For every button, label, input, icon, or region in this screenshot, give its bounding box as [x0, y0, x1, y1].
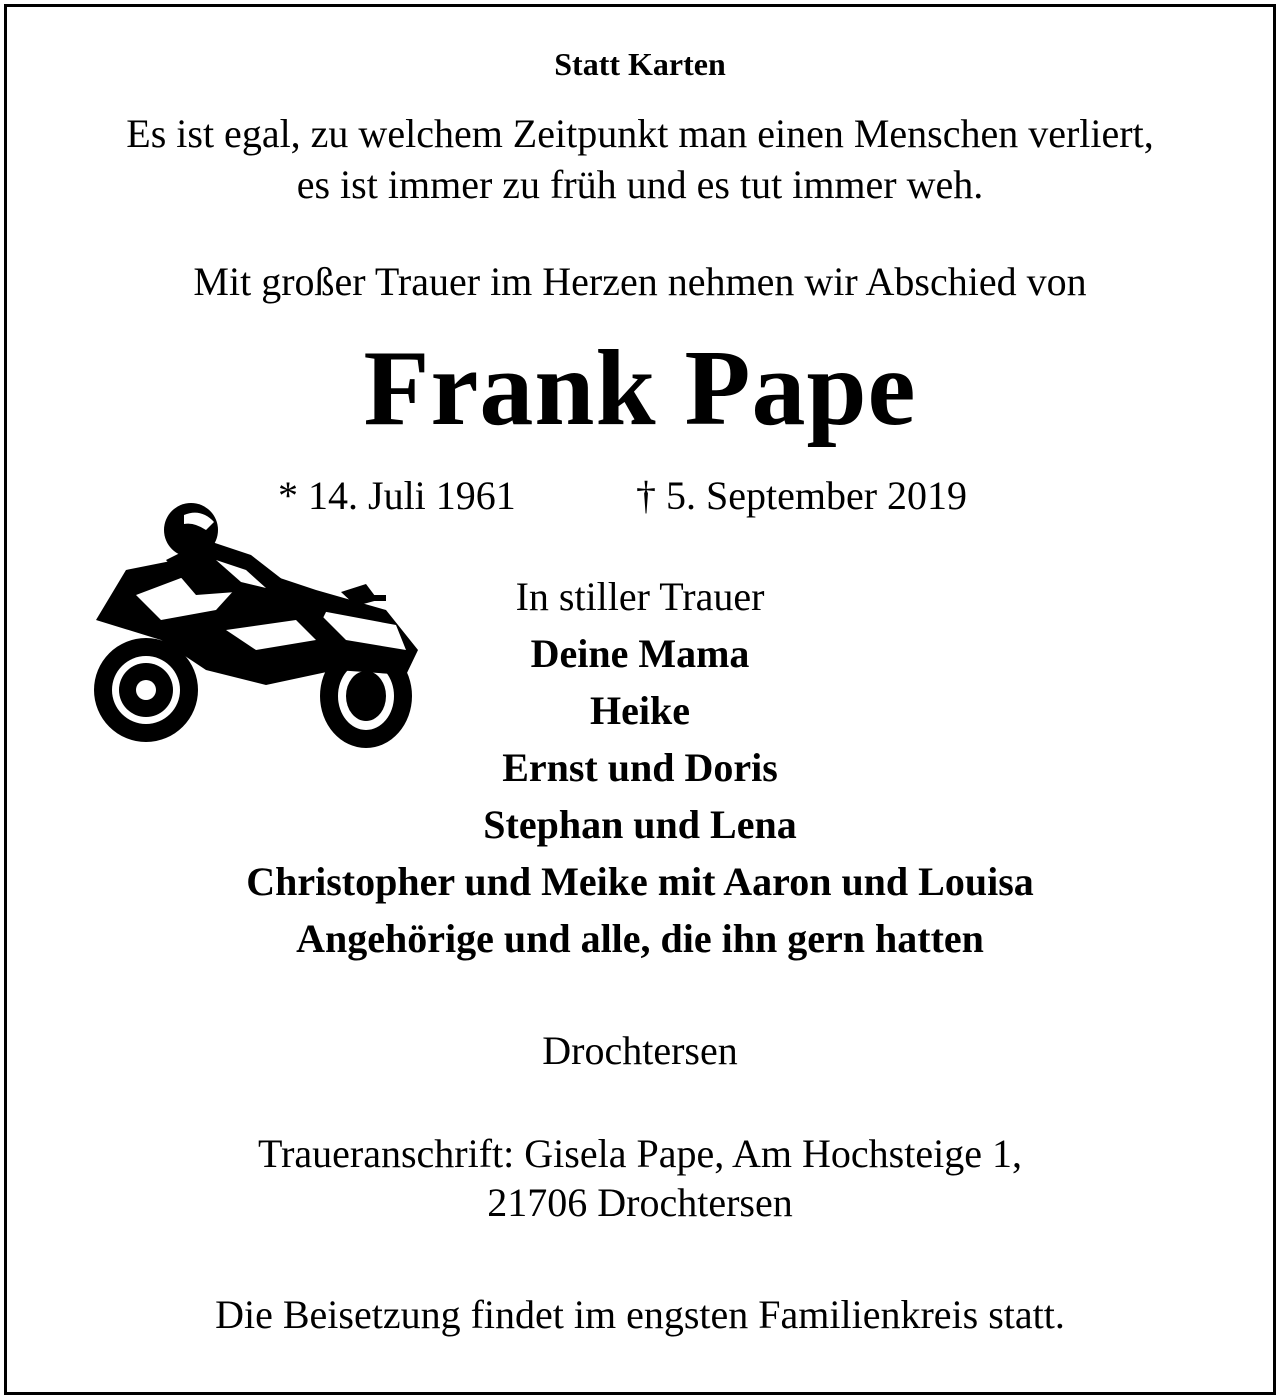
mourner-line: Angehörige und alle, die ihn gern hatten — [296, 916, 984, 961]
mourning-intro: In stiller Trauer — [515, 574, 765, 619]
address-line-2: 21706 Drochtersen — [487, 1180, 793, 1225]
notice-heading: Statt Karten — [554, 46, 726, 82]
mourner-line: Ernst und Doris — [502, 745, 778, 790]
farewell-intro: Mit großer Trauer im Herzen nehmen wir Abschied von — [193, 259, 1087, 304]
burial-note: Die Beisetzung findet im engsten Familienkreis statt. — [215, 1292, 1065, 1337]
quote-line-1: Es ist egal, zu welchem Zeitpunkt man einen Menschen verliert, — [126, 111, 1154, 156]
birth-date: * 14. Juli 1961 — [278, 473, 516, 518]
deceased-name: Frank Pape — [363, 329, 917, 448]
mourner-line: Christopher und Meike mit Aaron und Louisa — [246, 859, 1034, 904]
mourner-line: Deine Mama — [530, 631, 750, 676]
town: Drochtersen — [542, 1028, 738, 1073]
death-date: † 5. September 2019 — [636, 473, 968, 518]
address-line-1: Traueranschrift: Gisela Pape, Am Hochsteige 1, — [258, 1131, 1022, 1176]
mourner-line: Heike — [590, 688, 690, 733]
mourner-line: Stephan und Lena — [483, 802, 797, 847]
quote-line-2: es ist immer zu früh und es tut immer weh. — [296, 162, 984, 207]
